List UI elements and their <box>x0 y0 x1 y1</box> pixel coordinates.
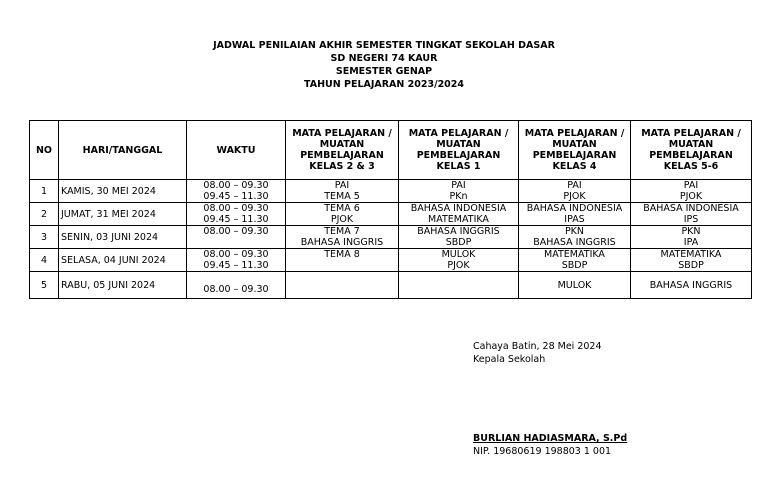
table-row <box>30 272 752 299</box>
cell-kelas-4: MULOK <box>519 272 631 299</box>
subject-1: PAI <box>683 180 699 191</box>
subject-1: BAHASA INGGRIS <box>417 226 500 237</box>
cell-kelas-1 <box>399 203 519 226</box>
subject-2: PKn <box>449 191 468 202</box>
cell-kelas-2-3 <box>286 272 399 299</box>
cell-kelas-5-6 <box>631 226 752 249</box>
table-row <box>30 249 752 272</box>
cell-waktu <box>187 226 286 249</box>
header-kelas-5-6: MATA PELAJARAN / MUATAN PEMBELAJARAN KELAS 5-6 <box>631 121 752 180</box>
cell-kelas-5-6 <box>631 249 752 272</box>
cell-no: 1 <box>30 180 59 203</box>
subject-2: PJOK <box>330 214 354 225</box>
schedule-table <box>29 120 752 299</box>
waktu-2: 09.45 – 11.30 <box>203 191 269 202</box>
subject-1: MATEMATIKA <box>544 249 605 260</box>
subject-2: TEMA 5 <box>324 191 360 202</box>
subject-2: IPA <box>683 237 699 248</box>
subject-2: SBDP <box>678 260 704 271</box>
waktu-1: 08.00 – 09.30 <box>203 203 269 214</box>
cell-no: 4 <box>30 249 59 272</box>
table-row <box>30 203 752 226</box>
cell-kelas-2-3 <box>286 203 399 226</box>
header-kelas-4: MATA PELAJARAN / MUATAN PEMBELAJARAN KELAS 4 <box>519 121 631 180</box>
signature-name-block <box>473 432 627 458</box>
subject-2: BAHASA INGGRIS <box>533 237 616 248</box>
title-line-3: SEMESTER GENAP <box>335 66 433 77</box>
header-kelas-1: MATA PELAJARAN / MUATAN PEMBELAJARAN KELAS 1 <box>399 121 519 180</box>
subject-1: PAI <box>334 180 350 191</box>
cell-hari: RABU, 05 JUNI 2024 <box>59 272 187 299</box>
subject-2: MATEMATIKA <box>428 214 489 225</box>
cell-hari: SENIN, 03 JUNI 2024 <box>59 226 187 249</box>
waktu-2: 09.45 – 11.30 <box>203 214 269 225</box>
title-line-1: JADWAL PENILAIAN AKHIR SEMESTER TINGKAT SEKOLAH DASAR <box>213 40 555 51</box>
subject-1: PKN <box>564 226 585 237</box>
cell-kelas-1 <box>399 249 519 272</box>
cell-kelas-2-3 <box>286 249 399 272</box>
header-waktu: WAKTU <box>187 121 286 180</box>
cell-kelas-2-3 <box>286 226 399 249</box>
cell-kelas-4 <box>519 226 631 249</box>
signature-block <box>473 340 602 366</box>
cell-kelas-4 <box>519 180 631 203</box>
subject-1: PKN <box>681 226 701 237</box>
table-row <box>30 180 752 203</box>
cell-kelas-5-6: BAHASA INGGRIS <box>631 272 752 299</box>
cell-kelas-4 <box>519 249 631 272</box>
subject-1: TEMA 6 <box>324 203 360 214</box>
cell-kelas-4 <box>519 203 631 226</box>
cell-waktu <box>187 180 286 203</box>
cell-waktu <box>187 203 286 226</box>
cell-kelas-2-3 <box>286 180 399 203</box>
cell-kelas-1 <box>399 180 519 203</box>
subject-2: IPS <box>683 214 699 225</box>
header-no: NO <box>30 121 59 180</box>
subject-1: PAI <box>451 180 466 191</box>
subject-2: PJOK <box>447 260 470 271</box>
cell-no: 3 <box>30 226 59 249</box>
cell-no: 2 <box>30 203 59 226</box>
title-line-4: TAHUN PELAJARAN 2023/2024 <box>303 79 465 90</box>
cell-waktu: 08.00 – 09.30 <box>187 272 286 299</box>
waktu-2: 09.45 – 11.30 <box>203 260 269 271</box>
subject-2: SBDP <box>561 260 588 271</box>
signature-role: Kepala Sekolah <box>473 354 546 365</box>
document-title <box>0 39 768 91</box>
subject-2: PJOK <box>679 191 703 202</box>
subject-1: BAHASA INDONESIA <box>643 203 739 214</box>
subject-1: PAI <box>567 180 582 191</box>
cell-hari: SELASA, 04 JUNI 2024 <box>59 249 187 272</box>
subject-2: BAHASA INGGRIS <box>300 237 384 248</box>
table-row <box>30 226 752 249</box>
waktu-1: 08.00 – 09.30 <box>203 226 269 237</box>
cell-hari: KAMIS, 30 MEI 2024 <box>59 180 187 203</box>
subject-2: PJOK <box>563 191 586 202</box>
title-line-2: SD NEGERI 74 KAUR <box>330 53 438 64</box>
subject-1: TEMA 7 <box>324 226 360 237</box>
waktu-1: 08.00 – 09.30 <box>203 180 269 191</box>
subject-1: TEMA 8 <box>324 249 360 260</box>
cell-hari: JUMAT, 31 MEI 2024 <box>59 203 187 226</box>
signature-name: BURLIAN HADIASMARA, S.Pd <box>473 433 628 444</box>
cell-kelas-5-6 <box>631 203 752 226</box>
cell-kelas-1 <box>399 272 519 299</box>
signature-nip: NIP. 19680619 198803 1 001 <box>473 446 612 457</box>
cell-waktu <box>187 249 286 272</box>
table-header-row <box>30 121 752 180</box>
header-hari-tanggal: HARI/TANGGAL <box>59 121 187 180</box>
header-kelas-2-3: MATA PELAJARAN / MUATAN PEMBELAJARAN KELAS 2 & 3 <box>286 121 399 180</box>
subject-1: BAHASA INDONESIA <box>410 203 507 214</box>
subject-1: MULOK <box>441 249 476 260</box>
subject-2: IPAS <box>564 214 585 225</box>
waktu-1: 08.00 – 09.30 <box>203 249 269 260</box>
cell-no: 5 <box>30 272 59 299</box>
signature-place-date: Cahaya Batin, 28 Mei 2024 <box>473 341 602 352</box>
cell-kelas-1 <box>399 226 519 249</box>
cell-kelas-5-6 <box>631 180 752 203</box>
subject-1: BAHASA INDONESIA <box>526 203 623 214</box>
subject-2: SBDP <box>445 237 472 248</box>
subject-1: MATEMATIKA <box>660 249 722 260</box>
